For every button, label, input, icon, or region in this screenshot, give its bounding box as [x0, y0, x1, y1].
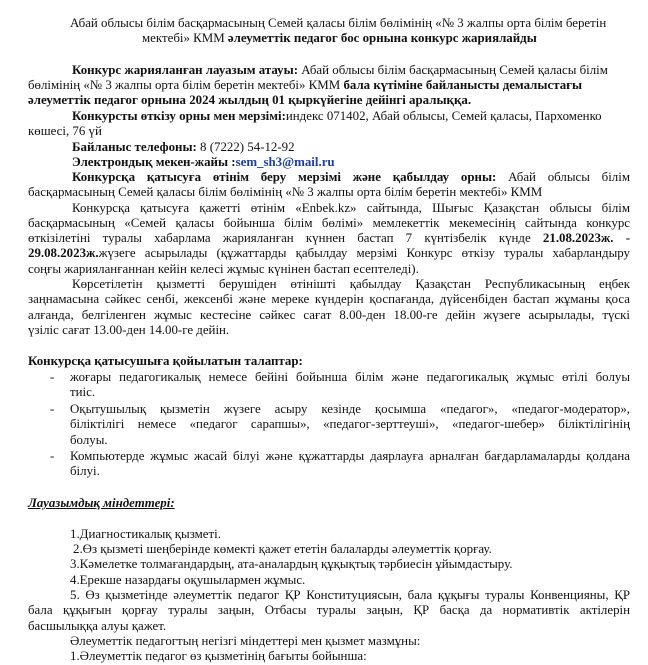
- requirement-2-line-3: болуы.: [70, 433, 108, 447]
- duties-title: Лауазымдық міндеттері:: [28, 496, 175, 510]
- requirement-3-line-2: білуі.: [70, 464, 100, 478]
- list-dash: -: [50, 370, 55, 384]
- hours-line-1: Көрсетілетін қызметті берушіден өтінішті қабылдау Қазақстан Республикасының еңбек: [72, 277, 630, 291]
- requirement-1-line-2: тиіс.: [70, 385, 96, 399]
- duty-3: 3.Кәмелетке толмағандардың, ата-аналардың құқықтық тәрбиесін ұйымдастыру.: [70, 557, 513, 571]
- duty-1: 1.Диагностикалық қызметі.: [70, 527, 221, 541]
- venue-line-1: Конкурсқа қатысуға өтінім беру мерзімі және қабылдау орны: Абай облысы білім: [72, 170, 630, 184]
- duty-5-line-2: бала құқығын қорғау туралы заңын, Отбасы туралы заңын, ҚР басқа да нормативтік актілерін: [28, 603, 630, 617]
- requirement-2-line-2: біліктілігі немесе «педагог сарапшы», «педагог-зерттеуші», «педагог-шебер» біліктілігінің: [70, 417, 630, 431]
- venue-line-2: басқармасының Семей қаласы білім бөлімінің «№ 3 жалпы орта білім беретін мектебі» КММ: [28, 185, 543, 199]
- position-line-3: әлеуметтік педагог орнына 2024 жылдың 01 қыркүйегіне дейінгі аралыққа.: [28, 93, 472, 107]
- header-line-1: Абай облысы білім басқармасының Семей қаласы білім бөлімінің «№ 3 жалпы орта білім беретін: [70, 16, 607, 30]
- hours-line-4: үзіліс сағат 13.00-ден 14.00-ге дейін.: [28, 323, 230, 337]
- duties-main-heading: Әлеуметтік педагогтың негізгі міндеттері мен қызмет мазмұны:: [70, 634, 421, 648]
- duty-5-line-1: 5. Өз қызметінде әлеуметтік педагог ҚР Конституциясын, бала құқығы туралы Конвенцияны, ҚР: [70, 588, 630, 602]
- list-dash: -: [50, 449, 55, 463]
- requirement-3-line-1: Компьютерде жұмыс жасай білуі және құжаттарды даярлауға арналған бағдарламаларды қолдана: [70, 449, 630, 463]
- requirements-title: Конкурсқа қатысушыға қойылатын талаптар:: [28, 354, 303, 368]
- hours-line-2: заңнамасына сәйкес сенбі, жексенбі және мереке күндерін қоспағанда, дүйсенбіден бастап жұманы қоса: [28, 292, 630, 306]
- duty-2: 2.Өз қызметі шеңберінде көмекті қажет ететін балаларды әлеуметтік қорғау.: [73, 542, 492, 556]
- duty-5-line-3: басшылыққа алуы қажет.: [28, 619, 167, 633]
- application-line-1: Конкурсқа қатысуға қажетті өтінім «Enbek.kz» сайтында, Шығыс Қазақстан облысы білім: [72, 201, 630, 215]
- requirement-2-line-1: Оқытушылық қызметін жүзеге асыру кезінде қосымша «педагог», «педагог-модератор»,: [70, 402, 630, 416]
- application-line-3: өткізілетіні туралы хабарлама жарияланған күннен бастап 7 күнтізбелік күнде 21.08.2023ж. -: [28, 231, 630, 245]
- application-line-2: басқармасының «Семей қаласы бойынша білім бөлімі» мемлекеттік мекемесінің сайтында конкурс: [28, 216, 630, 230]
- application-line-4: 29.08.2023ж.жүзеге асырылады (құжаттарды қабылдау мерзімі Конкурс өткізу туралы хабарландыру: [28, 246, 630, 260]
- requirement-1-line-1: жоғары педагогикалық немесе бейіні бойынша білім және педагогикалық жұмыс өтілі болуы: [70, 370, 630, 384]
- phone-line: Байланыс телефоны: 8 (7222) 54-12-92: [72, 140, 295, 154]
- position-line-1: Конкурс жарияланған лауазым атауы: Абай облысы білім басқармасының Семей қаласы білім: [72, 63, 608, 77]
- address-line-1: Конкурсты өткізу орны мен мерзімі:индекс 071402, Абай облысы, Семей қаласы, Пархоменко: [72, 109, 602, 123]
- list-dash: -: [50, 402, 55, 416]
- email-line: Электрондық мекен-жайы :sem_sh3@mail.ru: [72, 155, 335, 169]
- duty-4: 4.Ерекше назардағы оқушылармен жұмыс.: [70, 573, 306, 587]
- application-line-5: соңғы жарияланғаннан кейін келесі жұмыс күнінен бастап есептеледі).: [28, 262, 419, 276]
- header-line-2: мектебі» КММ әлеуметтік педагог бос орнына конкурс жариялайды: [142, 31, 537, 45]
- duties-cut-line: 1.Әлеуметтік педагог өз қызметінің бағыты бойынша:: [70, 649, 367, 663]
- position-line-2: бөлімінің «№ 3 жалпы орта білім беретін мектебі» КММ бала күтіміне байланысты демалыстағы: [28, 78, 583, 92]
- hours-line-3: алғанда, белгіленген жұмыс кестесіне сәйкес сағат 8.00-ден 18.00-ге дейін жүзеге асырылады, түскі: [28, 308, 630, 322]
- email-link[interactable]: sem_sh3@mail.ru: [235, 155, 335, 169]
- address-line-2: көшесі, 76 үй: [28, 124, 102, 138]
